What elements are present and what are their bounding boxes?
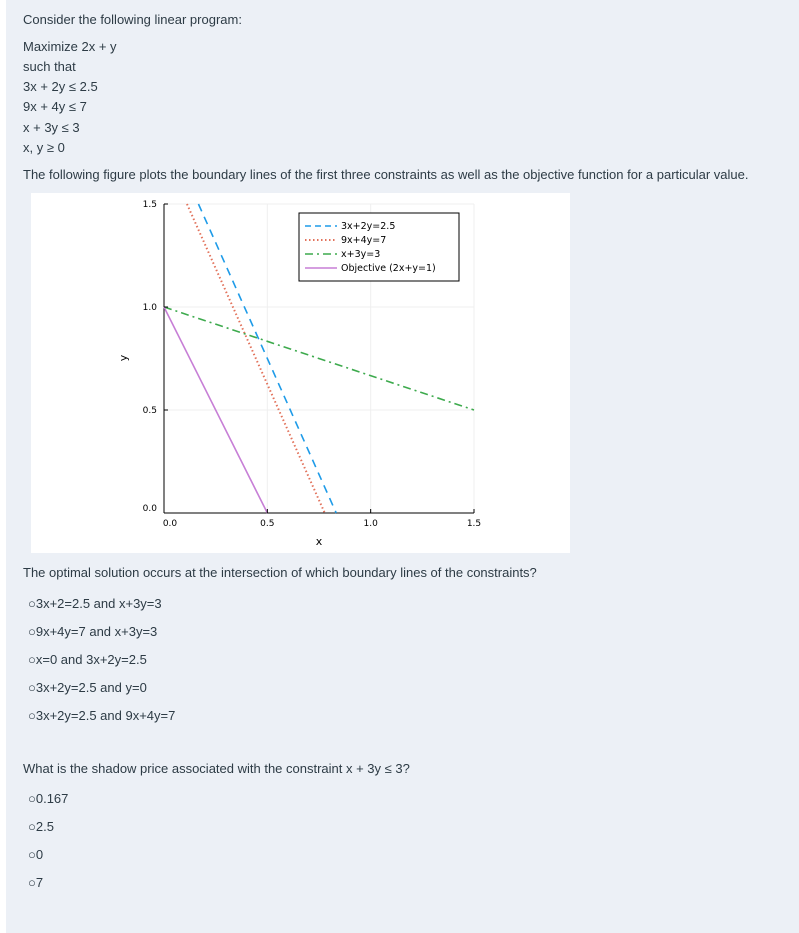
y-axis-label: y <box>117 354 130 362</box>
y-tick-label: 1.0 <box>142 303 157 313</box>
q1-option-2-label: 9x+4y=7 and x+3y=3 <box>35 624 158 639</box>
q2-option-4-label: 7 <box>35 875 44 890</box>
q2-option-3[interactable] <box>28 847 43 863</box>
question-1-prompt: The optimal solution occurs at the intersection of which boundary lines of the constraints? <box>23 565 537 580</box>
legend-label-4: Objective (2x+y=1) <box>341 263 436 274</box>
y-tick-label: 0.5 <box>142 406 157 416</box>
constraint-1: 3x + 2y ≤ 2.5 <box>23 79 98 94</box>
q1-option-1[interactable] <box>28 596 162 612</box>
x-axis-label: x <box>315 535 323 548</box>
question-2-prompt: What is the shadow price associated with the constraint x + 3y ≤ 3? <box>23 761 410 776</box>
x-tick-label: 1.0 <box>363 519 378 529</box>
radio-icon[interactable]: ○ <box>28 708 36 723</box>
q1-option-5[interactable] <box>28 708 175 724</box>
radio-icon[interactable]: ○ <box>28 596 36 611</box>
intro-text: Consider the following linear program: <box>23 12 242 27</box>
constraint-nonneg: x, y ≥ 0 <box>23 140 65 155</box>
q2-option-4[interactable] <box>28 875 43 891</box>
such-that-text: such that <box>23 59 76 74</box>
q1-option-5-label: 3x+2y=2.5 and 9x+4y=7 <box>35 708 176 723</box>
radio-icon[interactable]: ○ <box>28 819 36 834</box>
q1-option-3-label: x=0 and 3x+2y=2.5 <box>35 652 147 667</box>
q2-option-2[interactable] <box>28 819 54 835</box>
q1-option-2[interactable] <box>28 624 157 640</box>
radio-icon[interactable]: ○ <box>28 791 36 806</box>
q1-option-1-label: 3x+2=2.5 and x+3y=3 <box>35 596 162 611</box>
q1-option-3[interactable] <box>28 652 147 668</box>
legend-label-2: 9x+4y=7 <box>341 235 387 246</box>
series-line-3 <box>164 307 474 410</box>
constraint-plot <box>31 193 570 553</box>
q2-option-2-label: 2.5 <box>35 819 54 834</box>
x-tick-label: 1.5 <box>466 519 482 529</box>
q1-option-4-label: 3x+2y=2.5 and y=0 <box>35 680 147 695</box>
radio-icon[interactable]: ○ <box>28 847 36 862</box>
plot-svg <box>31 193 570 553</box>
x-tick-label: 0.5 <box>260 519 275 529</box>
figure-caption: The following figure plots the boundary lines of the first three constraints as well as the objective function for a particular value. <box>23 167 749 182</box>
q1-option-4[interactable] <box>28 680 147 696</box>
radio-icon[interactable]: ○ <box>28 875 36 890</box>
constraint-3: x + 3y ≤ 3 <box>23 120 80 135</box>
objective-text: Maximize 2x + y <box>23 39 117 54</box>
radio-icon[interactable]: ○ <box>28 652 36 667</box>
radio-icon[interactable]: ○ <box>28 680 36 695</box>
q2-option-3-label: 0 <box>35 847 44 862</box>
q2-option-1-label: 0.167 <box>35 791 69 806</box>
y-tick-label: 1.5 <box>142 200 157 210</box>
constraint-2: 9x + 4y ≤ 7 <box>23 99 87 114</box>
radio-icon[interactable]: ○ <box>28 624 36 639</box>
q2-option-1[interactable] <box>28 791 68 807</box>
y-tick-label: 0.0 <box>142 504 157 514</box>
x-tick-label: 0.0 <box>162 519 178 529</box>
legend-label-1: 3x+2y=2.5 <box>341 221 396 232</box>
legend-label-3: x+3y=3 <box>341 249 381 260</box>
